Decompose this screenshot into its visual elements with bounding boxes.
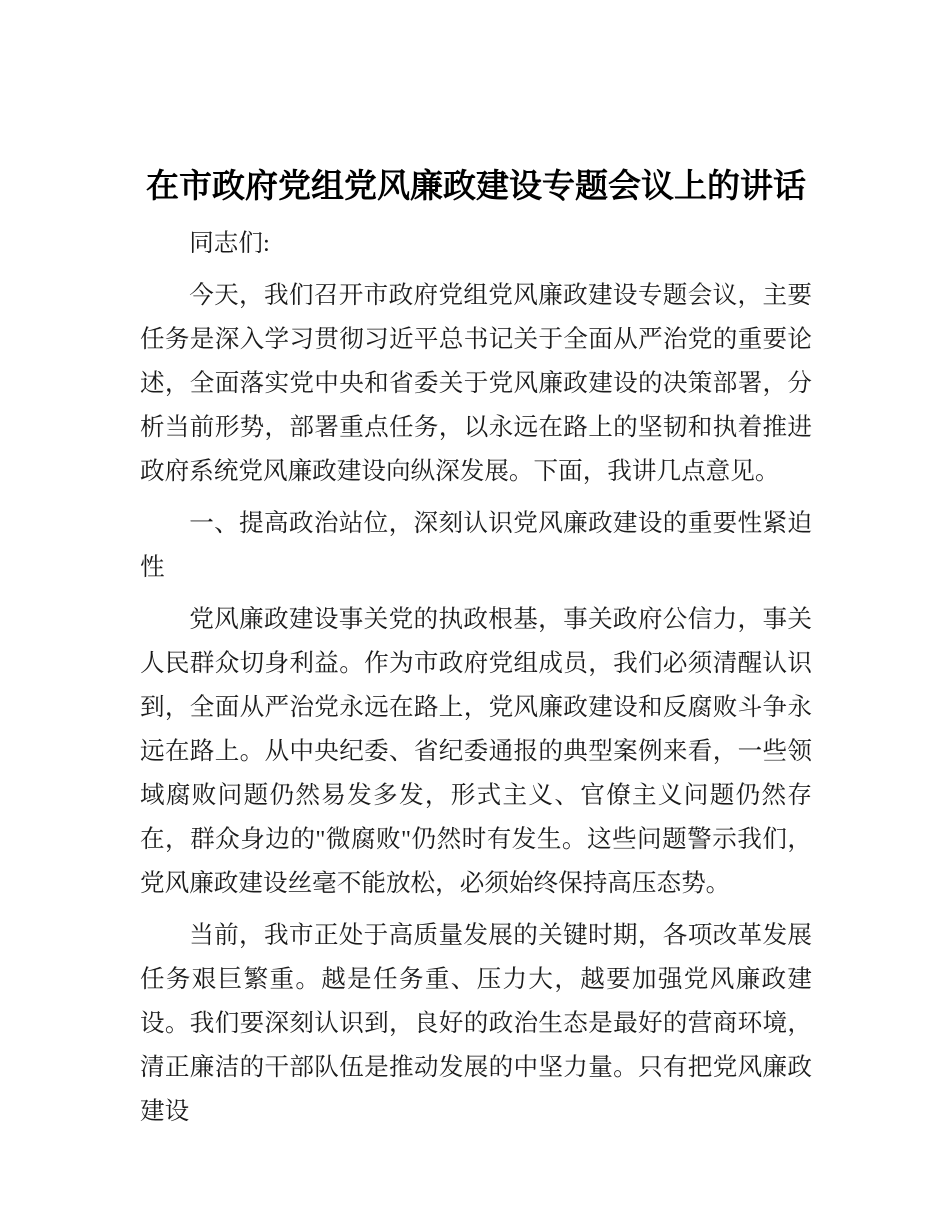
salutation: 同志们: — [189, 230, 270, 257]
document-content — [140, 163, 812, 1134]
section-heading-1: 一、提高政治站位，深刻认识党风廉政建设的重要性紧迫性 — [140, 510, 812, 581]
document-title: 在市政府党组党风廉政建设专题会议上的讲话 — [146, 167, 806, 204]
paragraph-intro: 今天，我们召开市政府党组党风廉政建设专题会议，主要任务是深入学习贯彻习近平总书记关于全面从严治党的重要论述，全面落实党中央和省委关于党风廉政建设的决策部署，分析当前形势，部署重点任务，以永远在路上的坚韧和执着推进政府系统党风廉政建设向纵深发展。下面，我讲几点意见。 — [140, 282, 812, 485]
paragraph-3: 当前，我市正处于高质量发展的关键时期，各项改革发展任务艰巨繁重。越是任务重、压力大，越要加强党风廉政建设。我们要深刻认识到，良好的政治生态是最好的营商环境，清正廉洁的干部队伍是推动发展的中坚力量。只有把党风廉政建设 — [140, 922, 812, 1125]
paragraph-2: 党风廉政建设事关党的执政根基，事关政府公信力，事关人民群众切身利益。作为市政府党组成员，我们必须清醒认识到，全面从严治党永远在路上，党风廉政建设和反腐败斗争永远在路上。从中央纪委、省纪委通报的典型案例来看，一些领域腐败问题仍然易发多发，形式主义、官僚主义问题仍然存在，群众身边的"微腐败"仍然时有发生。这些问题警示我们，党风廉政建设丝毫不能放松，必须始终保持高压态势。 — [140, 606, 812, 897]
